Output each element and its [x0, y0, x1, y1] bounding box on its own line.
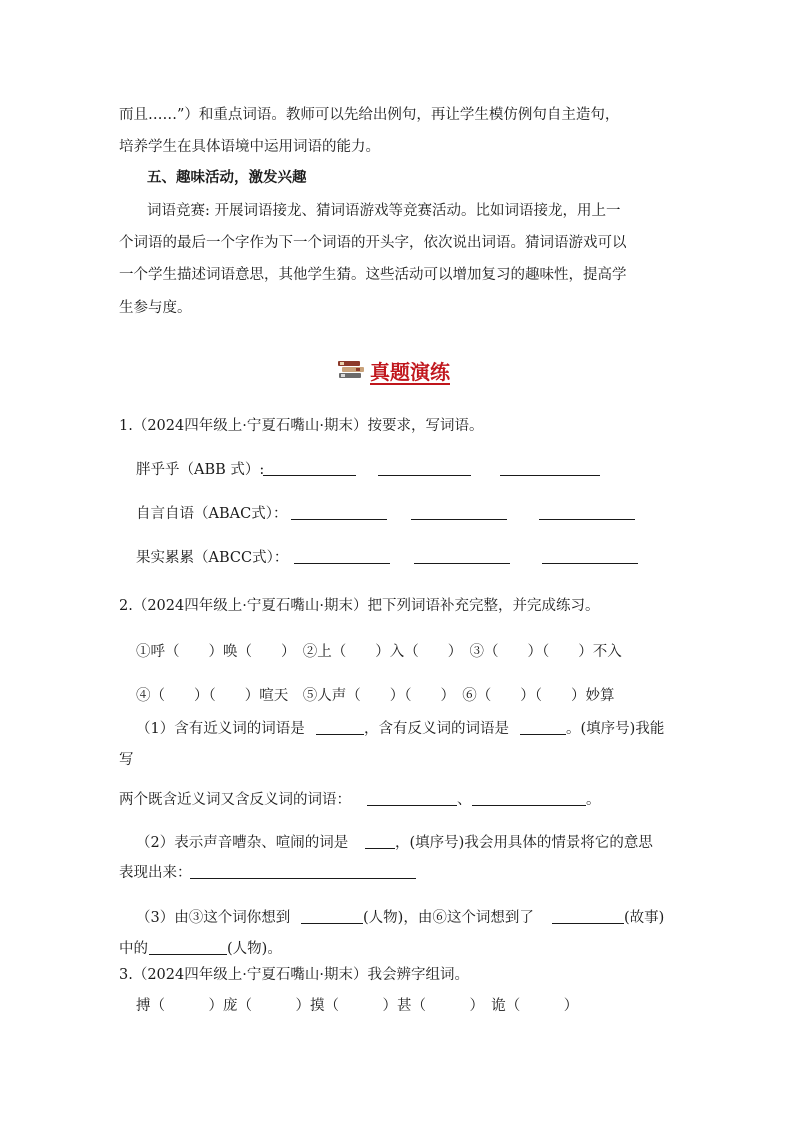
- q2-sub3-part-d: 中的: [119, 941, 148, 957]
- answer-blank[interactable]: [552, 922, 624, 924]
- q2-sub3-part-c: (故事): [624, 910, 665, 926]
- answer-blank[interactable]: [367, 804, 457, 806]
- answer-blank[interactable]: [378, 474, 471, 476]
- q3-stem: 3.（2024四年级上·宁夏石嘴山·期末）我会辨字组词。: [119, 967, 469, 983]
- q2-sub1-part-a: （1）含有近义词的词语是: [136, 721, 305, 737]
- q1-row3-label: 果实累累（ABCC式）：: [136, 550, 289, 566]
- answer-blank[interactable]: [301, 922, 363, 924]
- q1-stem: 1.（2024四年级上·宁夏石嘴山·期末）按要求，写词语。: [119, 418, 484, 434]
- answer-blank[interactable]: [365, 847, 395, 849]
- section-5-line: 一个学生描述词语意思，其他学生猜。这些活动可以增加复习的趣味性，提高学: [119, 267, 627, 283]
- q2-words-row1: ①呼（ ）唤（ ） ②上（ ）入（ ） ③（ ）（ ）不入: [136, 644, 622, 660]
- q2-sub3-part-e: (人物)。: [227, 941, 282, 957]
- q1-row1-label: 胖乎乎（ABB 式）:: [136, 462, 265, 478]
- q2-sub3-part-b: (人物)，由⑥这个词想到了: [363, 910, 534, 926]
- intro-line-1: 而且……”）和重点词语。教师可以先给出例句，再让学生模仿例句自主造句，: [119, 107, 620, 123]
- answer-blank[interactable]: [291, 518, 387, 520]
- answer-blank[interactable]: [294, 562, 390, 564]
- books-icon: [336, 359, 366, 387]
- answer-blank[interactable]: [542, 562, 638, 564]
- q2-sub1-part-b: ，含有反义词的词语是: [364, 721, 509, 737]
- q2-sub3-part-a: （3）由③这个词你想到: [136, 910, 291, 926]
- q2-stem: 2.（2024四年级上·宁夏石嘴山·期末）把下列词语补充完整，并完成练习。: [119, 598, 600, 614]
- q2-sub2-part-a: （2）表示声音嘈杂、喧闹的词是: [136, 835, 349, 851]
- exercise-title: 真题演练: [370, 360, 450, 384]
- section-5-heading: 五、趣味活动，激发兴趣: [147, 169, 307, 186]
- answer-blank[interactable]: [263, 474, 356, 476]
- q2-sub2-part-b: ，(填序号)我会用具体的情景将它的意思: [395, 835, 653, 851]
- answer-blank[interactable]: [414, 562, 510, 564]
- answer-blank[interactable]: [500, 474, 600, 476]
- answer-blank[interactable]: [411, 518, 507, 520]
- answer-blank[interactable]: [539, 518, 635, 520]
- section-5-line: 词语竞赛: 开展词语接龙、猜词语游戏等竞赛活动。比如词语接龙，用上一: [147, 203, 621, 219]
- section-5-line: 生参与度。: [119, 300, 192, 316]
- answer-blank[interactable]: [316, 733, 364, 735]
- q2-sub2-part-c: 表现出来：: [119, 865, 192, 881]
- answer-blank[interactable]: [472, 804, 586, 806]
- q2-sub1-part-g: 。: [586, 792, 601, 808]
- q1-row2-label: 自言自语（ABAC式）：: [136, 506, 288, 522]
- answer-blank[interactable]: [190, 877, 416, 879]
- q2-sub1-part-c: 。(填序号)我能: [566, 721, 665, 737]
- q3-chars-row: 搏（ ）庞（ ）摸（ ）甚（ ） 诡（ ）: [136, 998, 579, 1014]
- intro-line-2: 培养学生在具体语境中运用词语的能力。: [119, 139, 380, 155]
- section-5-line: 个词语的最后一个字作为下一个词语的开头字，依次说出词语。猜词语游戏可以: [119, 235, 627, 251]
- answer-blank[interactable]: [520, 733, 566, 735]
- answer-blank[interactable]: [149, 953, 227, 955]
- q2-words-row2: ④（ ）（ ）喧天 ⑤人声（ ）（ ） ⑥（ ）（ ）妙算: [136, 688, 615, 704]
- q2-sub1-part-e: 两个既含近义词又含反义词的词语：: [119, 792, 351, 808]
- q2-sub1-part-d: 写: [119, 752, 134, 768]
- q2-sub1-part-f: 、: [457, 792, 472, 808]
